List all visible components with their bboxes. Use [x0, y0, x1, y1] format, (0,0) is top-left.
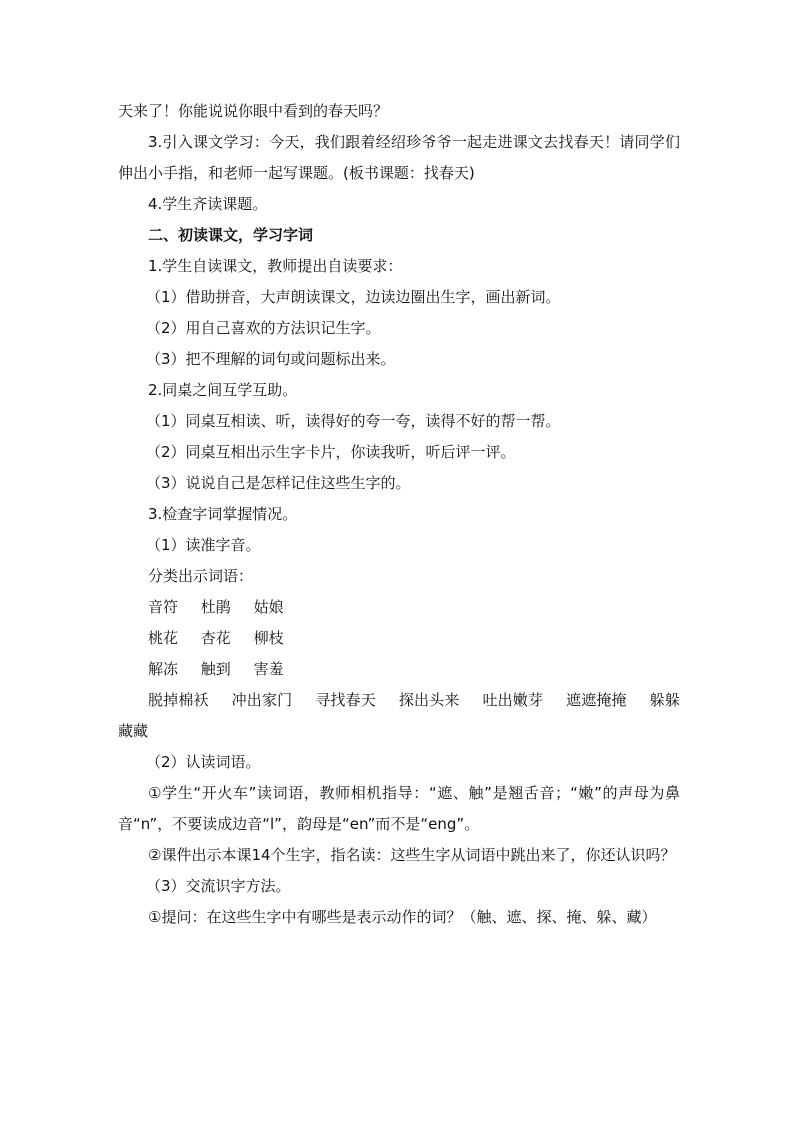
vocab-word: 躲躲藏藏 — [118, 691, 680, 740]
vocab-word: 姑娘 — [253, 598, 284, 616]
vocab-word: 遮遮掩掩 — [566, 691, 627, 709]
text-line: 天来了！你能说说你眼中看到的春天吗？ — [118, 102, 389, 120]
vocab-word: 害羞 — [253, 660, 284, 678]
vocab-word: 寻找春天 — [315, 691, 376, 709]
text-line: （3）交流识字方法。 — [146, 877, 291, 895]
paragraph: 3.引入课文学习：今天，我们跟着经绍珍爷爷一起走进课文去找春天！请同学们伸出小手指，和老师一起写课题。(板书课题：找春天) — [118, 133, 680, 182]
vocab-word: 触到 — [200, 660, 231, 678]
vocab-word: 吐出嫩芽 — [482, 691, 544, 709]
vocab-word: 杏花 — [200, 629, 231, 647]
text-line: （3）说说自己是怎样记住这些生字的。 — [146, 474, 411, 492]
text-line: （2）同桌互相出示生字卡片，你读我听，听后评一评。 — [146, 443, 516, 461]
word-row — [118, 592, 680, 623]
paragraph: ②课件出示本课14个生字，指名读：这些生字从词语中跳出来了，你还认识吗？ — [148, 846, 676, 864]
document-body — [118, 96, 680, 933]
vocab-word: 解冻 — [148, 660, 179, 678]
vocab-word: 音符 — [148, 598, 179, 616]
text-line: （1）读准字音。 — [146, 536, 261, 554]
paragraph: ①提问：在这些生字中有哪些是表示动作的词？（触、遮、探、掩、躲、藏） — [148, 908, 657, 926]
text-line: （1）同桌互相读、听，读得好的夸一夸，读得不好的帮一帮。 — [146, 412, 561, 430]
word-row — [118, 685, 680, 747]
text-line: （1）借助拼音，大声朗读课文，边读边圈出生字，画出新词。 — [146, 288, 561, 306]
word-row — [118, 623, 680, 654]
text-line: 1.学生自读课文，教师提出自读要求： — [148, 257, 403, 275]
text-line: 分类出示词语： — [148, 567, 254, 585]
vocab-word: 柳枝 — [253, 629, 284, 647]
word-row — [118, 654, 680, 685]
vocab-word: 探出头来 — [398, 691, 460, 709]
text-line: 3.检查字词掌握情况。 — [148, 505, 298, 523]
text-line: （2）用自己喜欢的方法识记生字。 — [146, 319, 381, 337]
text-line: 2.同桌之间互学互助。 — [148, 381, 298, 399]
text-line: 4.学生齐读课题。 — [148, 195, 268, 213]
text-line: （2）认读词语。 — [146, 753, 261, 771]
paragraph: ①学生“开火车”读词语，教师相机指导：“遮、触”是翘舌音；“嫩”的声母为鼻音“n”，不要读成边音“l”，韵母是“en”而不是“eng”。 — [118, 784, 680, 833]
vocab-word: 冲出家门 — [231, 691, 293, 709]
text-line: （3）把不理解的词句或问题标出来。 — [146, 350, 396, 368]
vocab-word: 桃花 — [148, 629, 179, 647]
section-heading: 二、初读课文，学习字词 — [148, 226, 314, 244]
vocab-word: 杜鹃 — [200, 598, 231, 616]
vocab-word: 脱掉棉袄 — [148, 691, 209, 709]
